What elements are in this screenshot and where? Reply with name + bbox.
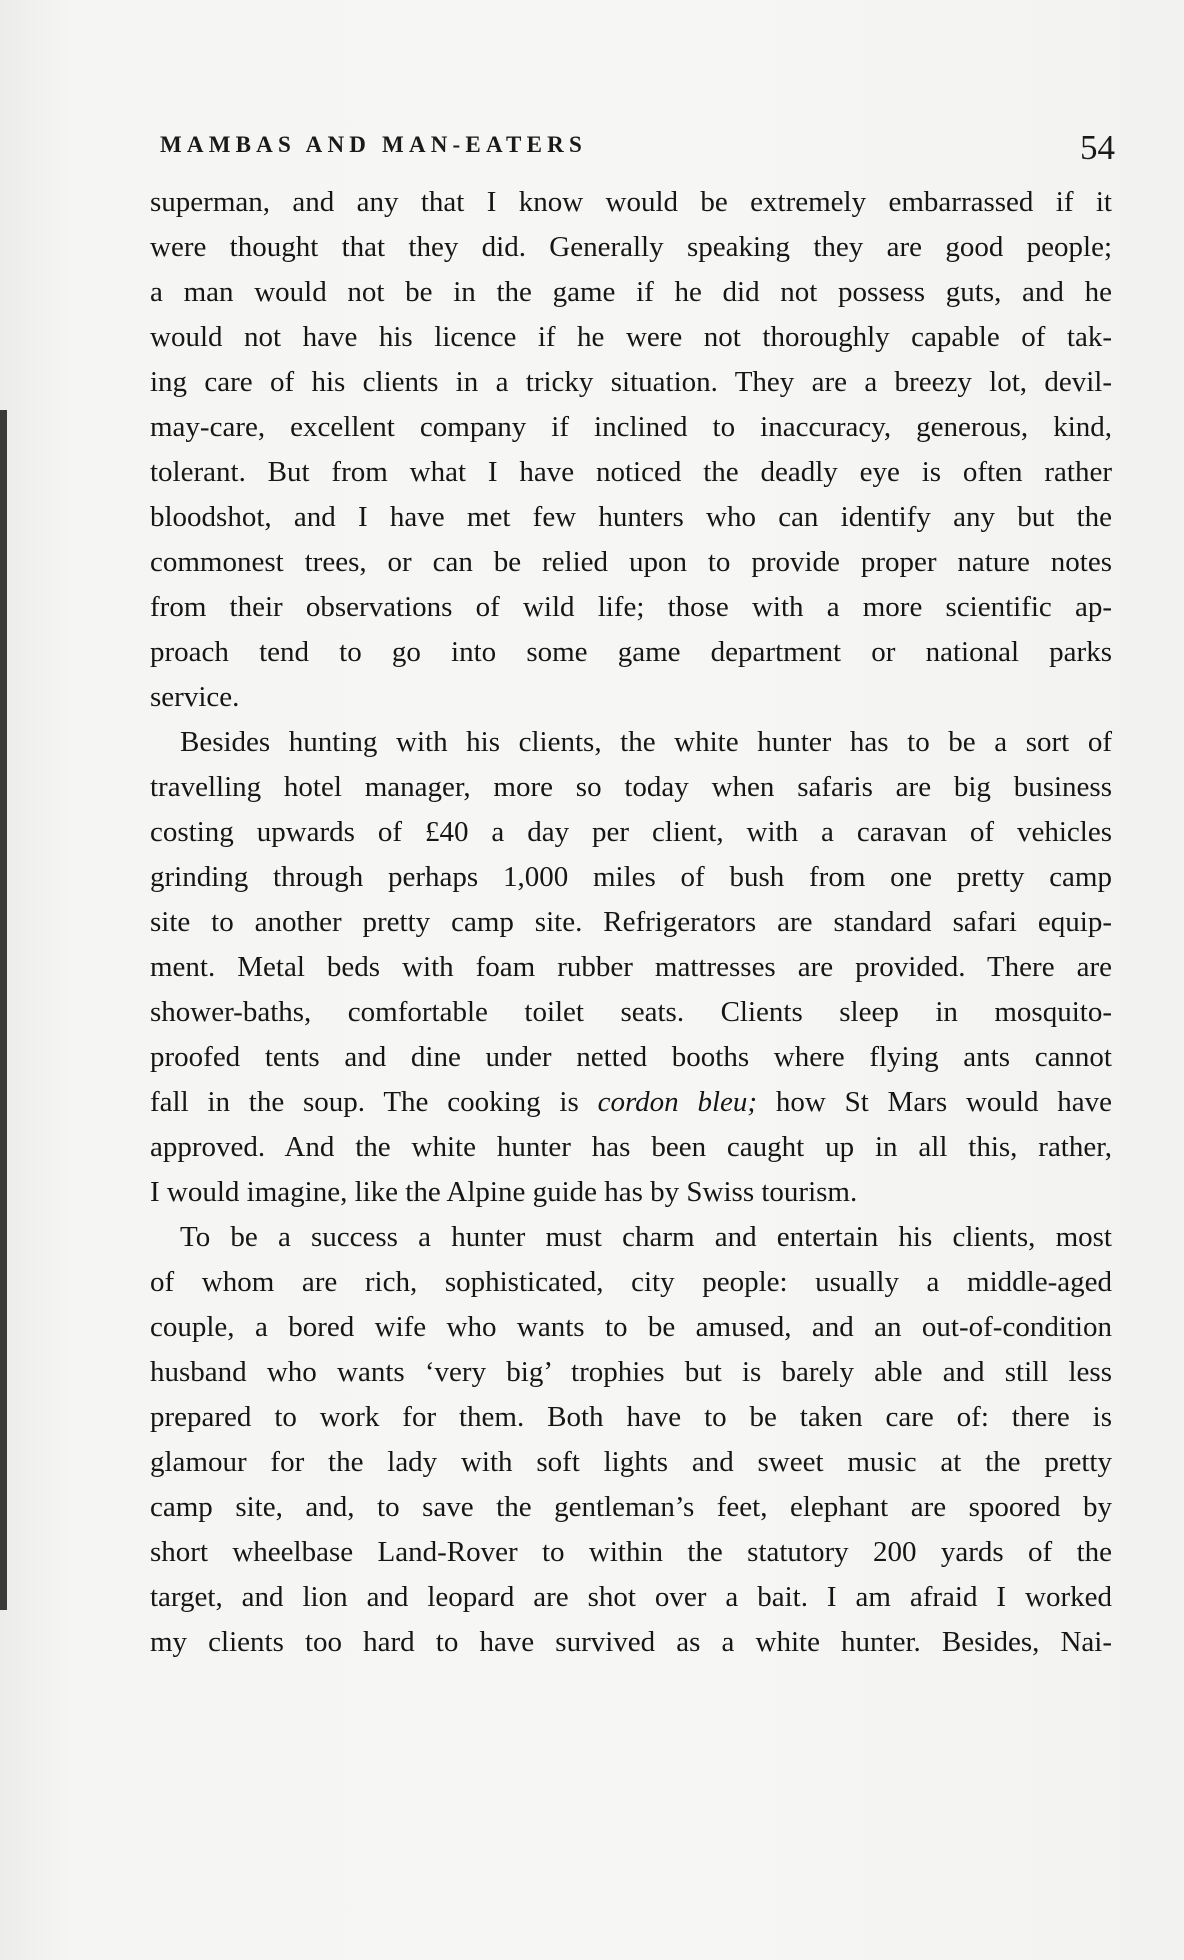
text-line: grinding through perhaps 1,000 miles of bush from one pretty camp (150, 861, 1112, 893)
text-line: costing upwards of £40 a day per client, with a caravan of vehicles (150, 816, 1112, 848)
text-line: bloodshot, and I have met few hunters who can identify any but the (150, 501, 1112, 533)
text-line: short wheelbase Land-Rover to within the statutory 200 yards of the (150, 1536, 1112, 1568)
running-head (160, 128, 1115, 178)
text-line: Besides hunting with his clients, the white hunter has to be a sort of (180, 726, 1112, 758)
text-line: prepared to work for them. Both have to be taken care of: there is (150, 1401, 1112, 1433)
text-line: service. (150, 681, 240, 713)
text-line: couple, a bored wife who wants to be amused, and an out-of-condition (150, 1311, 1112, 1343)
text-line: husband who wants ‘very big’ trophies but is barely able and still less (150, 1356, 1112, 1388)
text-line: target, and lion and leopard are shot over a bait. I am afraid I worked (150, 1581, 1112, 1613)
text-line: commonest trees, or can be relied upon to provide proper nature notes (150, 546, 1112, 578)
page-number: 54 (1080, 128, 1115, 167)
text-line: proach tend to go into some game department or national parks (150, 636, 1112, 668)
text-line: travelling hotel manager, more so today when safaris are big business (150, 771, 1112, 803)
text-line: site to another pretty camp site. Refrigerators are standard safari equip- (150, 906, 1112, 938)
text-line: superman, and any that I know would be extremely embarrassed if it (150, 186, 1112, 218)
text-line: camp site, and, to save the gentleman’s feet, elephant are spoored by (150, 1491, 1112, 1523)
text-line: tolerant. But from what I have noticed the deadly eye is often rather (150, 456, 1112, 488)
paragraph-3 (150, 1215, 1112, 1665)
text-line: ing care of his clients in a tricky situation. They are a breezy lot, devil- (150, 366, 1112, 398)
text-line: proofed tents and dine under netted booths where flying ants cannot (150, 1041, 1112, 1073)
text-line: I would imagine, like the Alpine guide has by Swiss tourism. (150, 1176, 858, 1208)
text-segment: fall in the soup. The cooking is (150, 1086, 598, 1118)
text-line: To be a success a hunter must charm and entertain his clients, most (180, 1221, 1112, 1253)
running-title: MAMBAS AND MAN-EATERS (160, 132, 587, 157)
body-text (150, 180, 1112, 1665)
text-line: my clients too hard to have survived as a white hunter. Besides, Nai- (150, 1626, 1112, 1658)
text-line: were thought that they did. Generally speaking they are good people; (150, 231, 1112, 263)
spine-shadow (0, 410, 7, 1610)
text-line: ment. Metal beds with foam rubber mattresses are provided. There are (150, 951, 1112, 983)
text-line-with-italic (150, 1080, 1112, 1125)
italic-phrase: cordon bleu; (597, 1086, 758, 1118)
text-line: a man would not be in the game if he did not possess guts, and he (150, 276, 1112, 308)
text-line: glamour for the lady with soft lights and sweet music at the pretty (150, 1446, 1112, 1478)
text-line: from their observations of wild life; those with a more scientific ap- (150, 591, 1112, 623)
text-line: of whom are rich, sophisticated, city people: usually a middle-aged (150, 1266, 1112, 1298)
paragraph-1 (150, 180, 1112, 720)
text-line: may-care, excellent company if inclined to inaccuracy, generous, kind, (150, 411, 1112, 443)
text-segment: how St Mars would have (757, 1086, 1112, 1118)
text-line: would not have his licence if he were not thoroughly capable of tak- (150, 321, 1112, 353)
text-line: approved. And the white hunter has been caught up in all this, rather, (150, 1131, 1112, 1163)
paragraph-2 (150, 720, 1112, 1215)
text-line: shower-baths, comfortable toilet seats. Clients sleep in mosquito- (150, 996, 1112, 1028)
